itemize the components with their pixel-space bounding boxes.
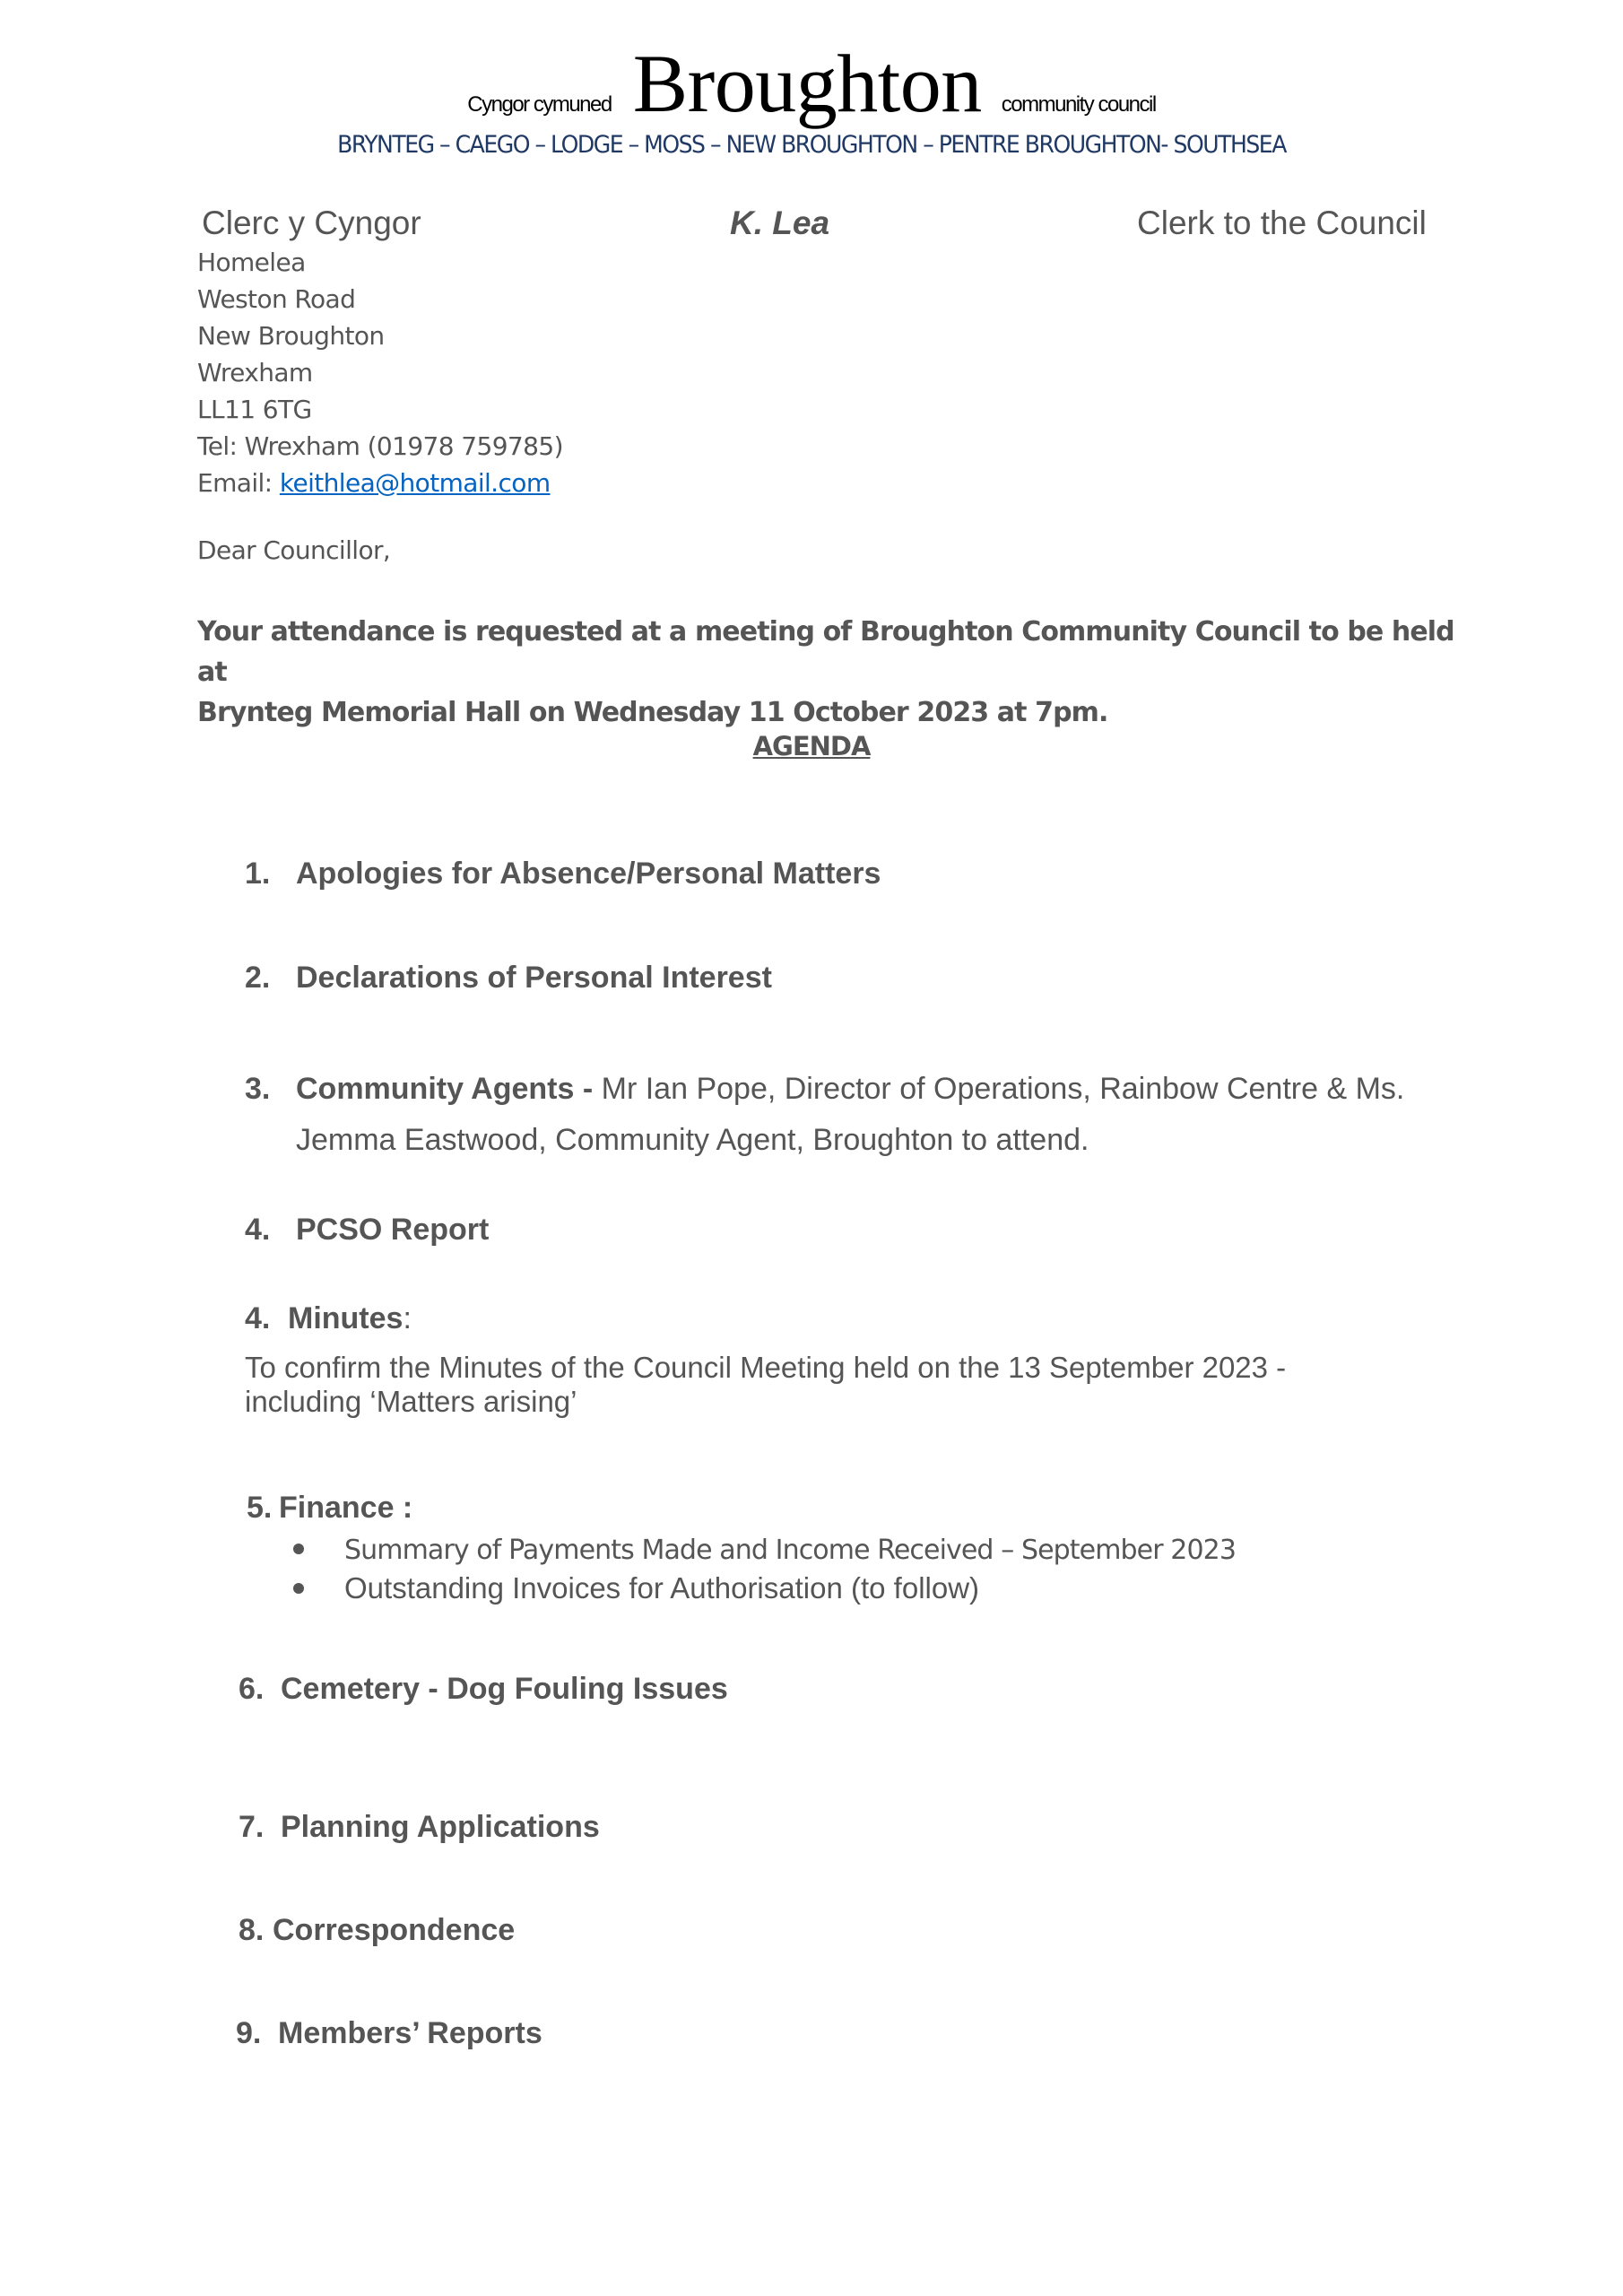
item-title: Members’ Reports xyxy=(278,2016,542,2050)
item-number: 3. xyxy=(245,1072,271,1106)
item-title: Minutes xyxy=(288,1301,404,1335)
address-line: New Broughton xyxy=(197,321,385,351)
address-line: LL11 6TG xyxy=(197,395,312,424)
bullet-text: Outstanding Invoices for Authorisation (to follow) xyxy=(344,1571,980,1605)
item-title: PCSO Report xyxy=(296,1213,490,1247)
agenda-item-correspondence xyxy=(239,1913,515,1948)
item-number: 5. xyxy=(247,1491,273,1525)
council-name: Broughton xyxy=(632,38,982,129)
description-line: To confirm the Minutes of the Council Meeting held on the 13 September 2023 - xyxy=(245,1351,1287,1384)
item-number: 2. xyxy=(245,961,271,995)
address-line: Weston Road xyxy=(197,284,356,314)
agenda-item-finance xyxy=(247,1491,412,1526)
clerk-title-welsh: Clerc y Cyngor xyxy=(202,204,421,241)
welsh-council-label: Cyngor cymuned xyxy=(467,92,612,117)
item-title: Cemetery - Dog Fouling Issues xyxy=(281,1672,728,1706)
item-suffix: : xyxy=(403,1301,412,1335)
item-description: Jemma Eastwood, Community Agent, Broughton to attend. xyxy=(296,1123,1089,1157)
address-line: Homelea xyxy=(197,248,306,277)
clerk-address xyxy=(197,244,563,501)
item-title: Community Agents - xyxy=(296,1072,602,1106)
finance-bullets xyxy=(293,1529,1236,1608)
email-label: Email: xyxy=(197,468,280,498)
invitation-line: Brynteg Memorial Hall on Wednesday 11 October 2023 at 7pm. xyxy=(197,697,1108,728)
villages-list: BRYNTEG – CAEGO – LODGE – MOSS – NEW BROUGHTON – PENTRE BROUGHTON- SOUTHSEA xyxy=(337,131,1286,159)
item-number: 7. xyxy=(239,1810,265,1844)
agenda-item-members-reports xyxy=(236,2016,542,2051)
agenda-item-minutes xyxy=(245,1301,412,1336)
description-line: including ‘Matters arising’ xyxy=(245,1385,577,1418)
bullet-icon xyxy=(293,1544,304,1554)
agenda-item-cemetery xyxy=(239,1672,728,1707)
item-number: 1. xyxy=(245,857,271,891)
agenda-item-community-agents xyxy=(245,1072,1404,1107)
email-line xyxy=(197,465,563,501)
item-number: 9. xyxy=(236,2016,262,2050)
item-title: Correspondence xyxy=(273,1913,516,1947)
english-council-label: community council xyxy=(1001,92,1156,117)
email-link[interactable]: keithlea@hotmail.com xyxy=(279,468,551,498)
clerk-title-english: Clerk to the Council xyxy=(1137,204,1427,241)
item-title: Apologies for Absence/Personal Matters xyxy=(296,857,881,891)
clerk-name: K. Lea xyxy=(730,204,830,241)
address-line: Wrexham xyxy=(197,358,313,387)
item-description: Mr Ian Pope, Director of Operations, Rainbow Centre & Ms. xyxy=(601,1072,1405,1106)
minutes-description xyxy=(245,1351,1286,1419)
item-number: 4. xyxy=(245,1301,271,1335)
salutation: Dear Councillor, xyxy=(197,535,391,565)
invitation-line: Your attendance is requested at a meeting of Broughton Community Council to be held at xyxy=(197,616,1454,688)
item-number: 4. xyxy=(245,1213,271,1247)
agenda-heading: AGENDA xyxy=(752,731,871,761)
item-number: 8. xyxy=(239,1913,265,1947)
item-number: 6. xyxy=(239,1672,265,1706)
letterhead xyxy=(0,36,1623,131)
agenda-item-apologies xyxy=(245,857,881,891)
bullet-text: Summary of Payments Made and Income Received – September 2023 xyxy=(344,1535,1237,1566)
item-title: Declarations of Personal Interest xyxy=(296,961,772,995)
phone-line: Tel: Wrexham (01978 759785) xyxy=(197,431,563,461)
agenda-item-declarations xyxy=(245,961,772,996)
agenda-item-planning xyxy=(239,1810,600,1845)
agenda-item-community-agents-cont xyxy=(296,1123,1089,1158)
item-title: Planning Applications xyxy=(281,1810,600,1844)
finance-bullet-item xyxy=(293,1529,1236,1569)
bullet-icon xyxy=(293,1583,304,1594)
item-title: Finance : xyxy=(279,1491,413,1525)
agenda-item-pcso-report xyxy=(245,1213,489,1248)
finance-bullet-item xyxy=(293,1569,1236,1608)
meeting-invitation xyxy=(197,612,1471,733)
